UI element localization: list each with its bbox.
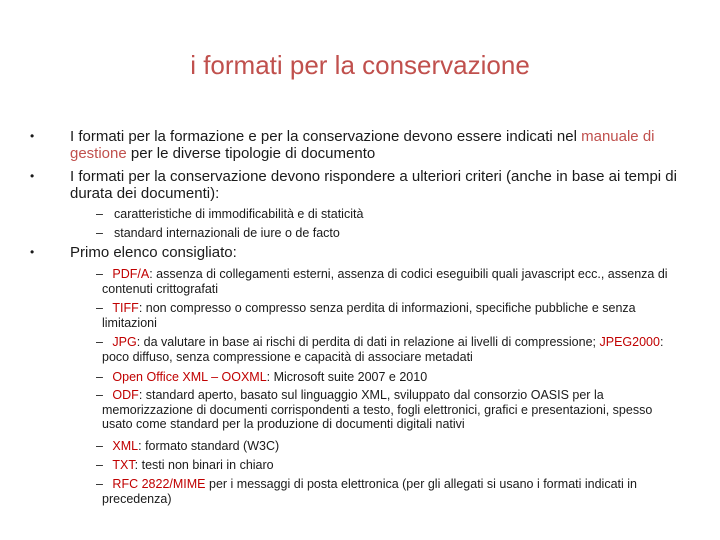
format-key: XML	[112, 439, 139, 453]
sub-item-text: standard internazionali de iure o de facto	[114, 226, 340, 240]
format-key: RFC 2822/MIME	[112, 477, 206, 491]
format-item-jpg	[96, 335, 686, 364]
dash-icon: –	[96, 388, 103, 402]
format-key: JPG	[112, 335, 137, 349]
dash-icon: –	[96, 335, 103, 349]
sub-item	[96, 207, 696, 222]
format-item-ooxml	[96, 370, 686, 385]
sub-item-text: caratteristiche di immodificabilità e di staticità	[114, 207, 364, 221]
bullet-criteri	[30, 168, 680, 202]
dash-icon: –	[96, 439, 103, 453]
format-desc: : non compresso o compresso senza perdita di informazioni, specifiche pubbliche e senza limitazioni	[102, 301, 636, 330]
dash-icon: –	[96, 458, 103, 472]
format-item-txt	[96, 458, 686, 473]
dash-icon: –	[96, 301, 103, 315]
dash-icon: –	[96, 267, 103, 281]
format-desc: : testi non binari in chiaro	[134, 458, 274, 472]
bullet-elenco	[30, 244, 680, 261]
format-item-pdfa	[96, 267, 686, 296]
dash-icon: –	[96, 370, 103, 384]
format-desc: : standard aperto, basato sul linguaggio XML, sviluppato dal consorzio OASIS per la memorizzazione di documenti corrispondenti a testo, fogli elettronici, grafici e presentazioni, spesso usato come standard per la produzione di documenti digitali nativi	[102, 388, 653, 431]
format-desc: per i messaggi di posta elettronica (per gli allegati si usano i formati indicati in precedenza)	[102, 477, 637, 506]
sub-item	[96, 226, 696, 241]
format-key: PDF/A	[112, 267, 150, 281]
bullet-icon: •	[30, 245, 35, 259]
dash-icon: –	[96, 226, 103, 240]
format-item-xml	[96, 439, 686, 454]
bullet-text: I formati per la conservazione devono rispondere a ulteriori criteri (anche in base ai tempi di durata dei documenti):	[70, 168, 677, 202]
format-desc-jpeg2000: : poco diffuso, senza compressione e capacità di associare metadati	[102, 335, 664, 364]
bullet-text: Primo elenco consigliato:	[70, 244, 237, 261]
format-desc: : formato standard (W3C)	[138, 439, 280, 453]
format-item-rfc	[96, 477, 686, 506]
format-key-jpeg2000: JPEG2000	[599, 335, 660, 349]
bullet-icon: •	[30, 129, 35, 143]
format-item-odf	[96, 388, 686, 432]
format-item-tiff	[96, 301, 686, 330]
bullet-icon: •	[30, 169, 35, 183]
manuale-di-gestione-highlight: manuale di gestione	[70, 128, 655, 162]
format-key: TXT	[112, 458, 135, 472]
format-key: ODF	[112, 388, 139, 402]
bullet-manuale	[30, 128, 680, 162]
format-desc: : da valutare in base ai rischi di perdita di dati in relazione ai livelli di compressione;	[136, 335, 600, 349]
bullet-text-end: per le diverse tipologie di documento	[126, 145, 376, 162]
format-desc: : assenza di collegamenti esterni, assenza di codici eseguibili quali javascript ecc., assenza di contenuti crittografati	[102, 267, 668, 296]
dash-icon: –	[96, 477, 103, 491]
format-desc: : Microsoft suite 2007 e 2010	[266, 370, 428, 384]
dash-icon: –	[96, 207, 103, 221]
format-key: TIFF	[112, 301, 139, 315]
format-key: Open Office XML – OOXML	[112, 370, 267, 384]
bullet-text: I formati per la formazione e per la conservazione devono essere indicati nel	[70, 128, 582, 145]
slide-title: i formati per la conservazione	[190, 50, 530, 80]
